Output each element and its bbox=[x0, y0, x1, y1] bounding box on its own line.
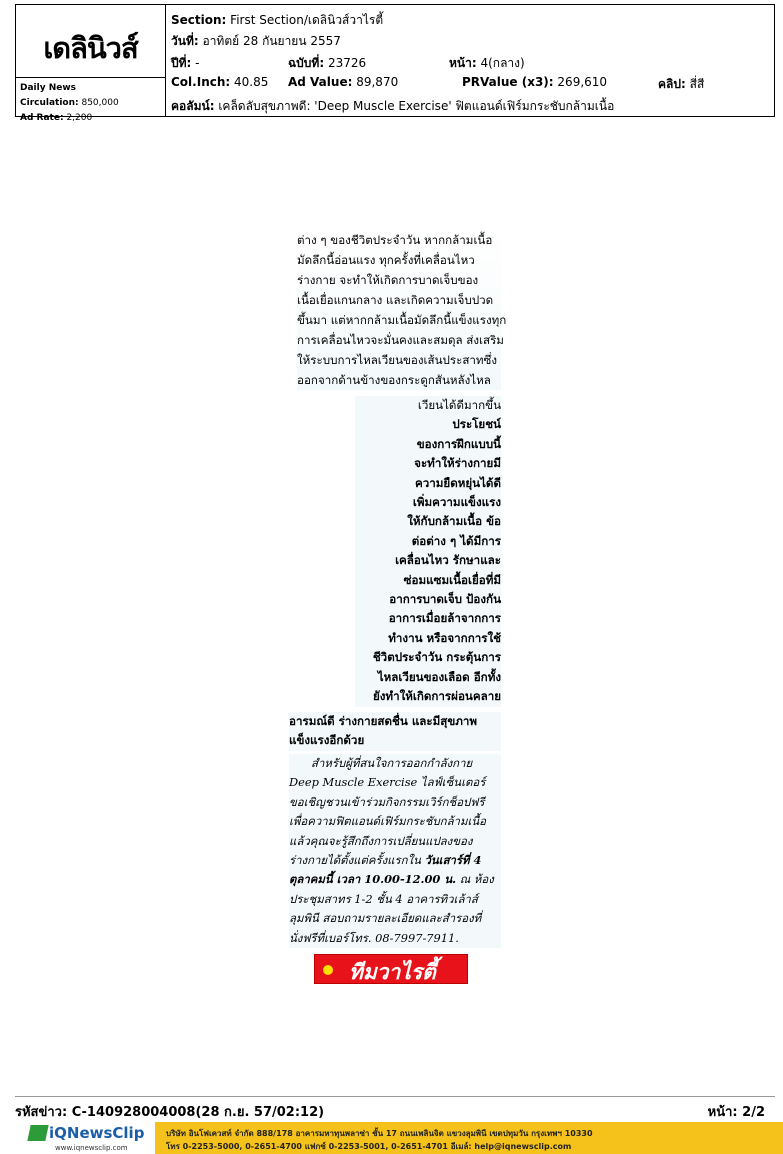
article-line: การเคลื่อนไหวจะมั่นคงและสมดุล ส่งเสริม bbox=[297, 333, 504, 347]
article-line: อาการเมื่อยล้าจากการ bbox=[388, 611, 501, 626]
article-line: เพิ่มความแข็งแรง bbox=[412, 495, 501, 510]
article-line: ยังทำให้เกิดการผ่อนคลาย bbox=[372, 689, 501, 704]
article-line: อารมณ์ดี ร่างกายสดชื่น และมีสุขภาพ bbox=[289, 714, 478, 728]
article-line: ประชุมสาทร 1-2 ชั้น 4 อาคารทิวเล้าส์ bbox=[289, 891, 478, 906]
article-line: เวียนได้ดีมากขึ้น bbox=[417, 398, 501, 412]
prvalue-label: PRValue (x3): bbox=[462, 75, 554, 89]
advalue-label: Ad Value: bbox=[288, 75, 353, 89]
article-line: Deep Muscle Exercise ไลฟ์เซ็นเตอร์ bbox=[289, 775, 486, 790]
article-line: ต่าง ๆ ของชีวิตประจำวัน หากกล้ามเนื้อ bbox=[297, 233, 493, 247]
page-row bbox=[449, 54, 525, 73]
page-label: หน้า: bbox=[449, 56, 477, 70]
iqnewsclip-logo bbox=[15, 1122, 155, 1154]
advalue-row bbox=[288, 75, 398, 89]
article-line: ลุมพินี สอบถามรายละเอียดและสำรองที่ bbox=[289, 911, 482, 926]
year-row bbox=[171, 54, 200, 73]
article-line: ทำงาน หรือจากการใช้ bbox=[388, 630, 501, 645]
ad-rate-label: Ad Rate: bbox=[20, 113, 64, 123]
event-time: ตุลาคมนี้ เวลา 10.00-12.00 น. bbox=[289, 872, 457, 887]
article-line bbox=[289, 851, 501, 870]
publication-name: Daily News bbox=[20, 83, 77, 93]
article-line: ขอเชิญชวนเข้าร่วมกิจกรรมเวิร์กช็อปฟรี bbox=[289, 794, 485, 809]
article-line bbox=[289, 870, 501, 889]
article-paragraph-3 bbox=[289, 712, 501, 751]
article-benefits-paragraph bbox=[355, 396, 501, 707]
article-line: ออกจากด้านข้างของกระดูกสันหลังไหล bbox=[297, 373, 491, 387]
colinch-label: Col.Inch: bbox=[171, 75, 231, 89]
article-line: ต่อต่าง ๆ ได้มีการ bbox=[411, 533, 501, 548]
article-line: มัดลึกนี้อ่อนแรง ทุกครั้งที่เคลื่อนไหว bbox=[297, 253, 475, 267]
colinch-row bbox=[171, 75, 268, 89]
date-value: อาทิตย์ 28 กันยายน 2557 bbox=[202, 34, 341, 48]
column-row bbox=[171, 97, 614, 116]
article-workshop-paragraph bbox=[289, 754, 501, 948]
article-line: ไหลเวียนของเลือด อีกทั้ง bbox=[377, 669, 501, 684]
team-variety-badge bbox=[314, 954, 468, 984]
colinch-value: 40.85 bbox=[234, 75, 269, 89]
company-contact: โทร 0-2253-5000, 0-2651-4700 แฟกซ์ 0-2253-5001, 0-2651-4701 อีเมล์: help@iqnewsclip.com bbox=[166, 1142, 572, 1151]
prvalue-row bbox=[462, 75, 607, 89]
year-label: ปีที่: bbox=[171, 56, 192, 70]
circulation-value: 850,000 bbox=[81, 98, 119, 108]
article-line: ให้ระบบการไหลเวียนของเส้นประสาทซึ่ง bbox=[297, 353, 498, 367]
iqnewsclip-url: www.iqnewsclip.com bbox=[55, 1144, 128, 1152]
article-line: เนื้อเยื่อแกนกลาง และเกิดความเจ็บปวด bbox=[297, 293, 494, 307]
article-line: แล้วคุณจะรู้สึกถึงการเปลี่ยนแปลงของ bbox=[289, 833, 473, 848]
clip-header bbox=[15, 4, 775, 123]
column-value: เคล็ดลับสุขภาพดี: 'Deep Muscle Exercise' ฟิตแอนด์เฟิร์มกระชับกล้ามเนื้อ bbox=[218, 99, 615, 113]
article-text: ณ ห้อง bbox=[459, 872, 494, 887]
article-paragraph-1 bbox=[297, 230, 507, 390]
article-line: สำหรับผู้ที่สนใจการออกกำลังกาย bbox=[311, 756, 473, 770]
article-line: ของการฝึกแบบนี้ bbox=[416, 436, 501, 451]
article-line: ให้กับกล้ามเนื้อ ข้อ bbox=[407, 514, 501, 529]
iqnewsclip-mark-icon bbox=[27, 1125, 48, 1141]
section-value: First Section/เดลินิวส์วาไรตี้ bbox=[230, 13, 384, 27]
company-address: บริษัท อินโฟเควสท์ จำกัด 888/178 อาคารมหาทุนพลาซ่า ชั้น 17 ถนนเพลินจิต แขวงลุมพินี เขตปทุมวัน กรุงเทพฯ 10330 bbox=[166, 1129, 593, 1138]
bullet-dot-icon bbox=[323, 965, 333, 975]
publication-cell bbox=[16, 5, 166, 123]
date-label: วันที่: bbox=[171, 34, 199, 48]
benefits-heading: ประโยชน์ bbox=[452, 417, 501, 432]
article-text: ร่างกายได้ตั้งแต่ครั้งแรกใน bbox=[289, 853, 421, 868]
advalue-value: 89,870 bbox=[356, 75, 399, 89]
article-line: เคลื่อนไหว รักษาและ bbox=[395, 553, 501, 568]
article-line: ร่างกาย จะทำให้เกิดการบาดเจ็บของ bbox=[297, 273, 479, 287]
article-line: อาการบาดเจ็บ ป้องกัน bbox=[389, 592, 501, 607]
article-line: ความยืดหยุ่นได้ดี bbox=[415, 475, 501, 490]
clip-row bbox=[658, 75, 704, 94]
page-number: หน้า: 2/2 bbox=[707, 1105, 765, 1120]
byline: ทีมวาไรตี้ bbox=[349, 960, 436, 984]
article-line: ขึ้นมา แต่หากกล้ามเนื้อมัดลึกนี้แข็งแรงทุก bbox=[297, 313, 507, 327]
footer-divider bbox=[15, 1096, 775, 1097]
ad-rate-value: 2,200 bbox=[66, 113, 93, 123]
date-row bbox=[171, 32, 341, 51]
issue-value: 23726 bbox=[327, 56, 367, 70]
article-line: ชีวิตประจำวัน กระตุ้นการ bbox=[372, 650, 501, 665]
issue-label: ฉบับที่: bbox=[288, 56, 325, 70]
article-line: เพื่อความฟิตแอนด์เฟิร์มกระชับกล้ามเนื้อ bbox=[289, 814, 486, 829]
column-label: คอลัมน์: bbox=[171, 99, 215, 113]
article-line: นั่งฟรีที่เบอร์โทร. 08-7997-7911. bbox=[289, 930, 459, 945]
news-code: รหัสข่าว: C-140928004008(28 ก.ย. 57/02:12) bbox=[15, 1105, 325, 1120]
prvalue-value: 269,610 bbox=[557, 75, 608, 89]
article-line: ซ่อมแซมเนื้อเยื่อที่มี bbox=[403, 572, 501, 587]
year-value: - bbox=[195, 56, 200, 70]
logo-divider bbox=[16, 77, 165, 78]
article-line: จะทำให้ร่างกายมี bbox=[414, 456, 501, 471]
clip-label: คลิป: bbox=[658, 77, 686, 91]
circulation-label: Circulation: bbox=[20, 98, 79, 108]
iqnewsclip-name: iQNewsClip bbox=[49, 1124, 145, 1142]
section-row bbox=[171, 11, 383, 30]
article-line: แข็งแรงอีกด้วย bbox=[289, 733, 365, 748]
publication-info bbox=[20, 81, 119, 126]
issue-row bbox=[288, 54, 366, 73]
page-value: 4(กลาง) bbox=[480, 56, 525, 70]
section-label: Section: bbox=[171, 13, 227, 27]
dailynews-logo: เดลินิวส์ bbox=[43, 31, 138, 65]
event-date: วันเสาร์ที่ 4 bbox=[424, 853, 482, 868]
clip-value: สี่สี bbox=[689, 77, 705, 91]
